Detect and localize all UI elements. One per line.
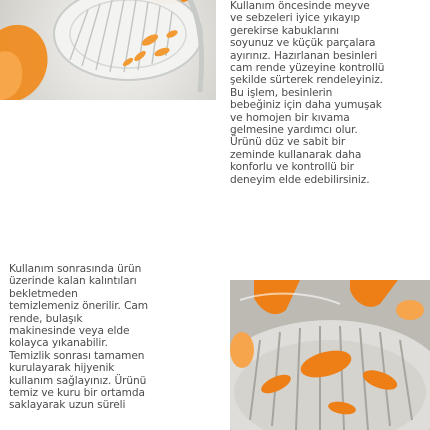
glass-grater-illustration-bottom (230, 280, 430, 430)
cleaning-instructions: Kullanım sonrasında ürün üzerinde kalan kalıntıları bekletmeden temizlemeniz önerilir. Cam rende, bulaşık makinesinde veya elde kolayca yıkanabilir. Temizlik sonrası tamamen kurulayarak hijyenik kullanım sağlayınız. Ürünü temiz ve kuru bir ortamda saklayarak uzun süreli (9, 263, 149, 412)
glass-grater-photo-bottom (230, 280, 430, 430)
glass-grater-photo-top (0, 0, 216, 100)
glass-grater-illustration-top (0, 0, 216, 100)
preparation-instructions: Kullanım öncesinde meyve ve sebzeleri iyice yıkayıp gerekirse kabuklarını soyunuz ve küçük parçalara ayırınız. Hazırlanan besinleri cam rende yüzeyine kontrollü şekilde sürterek rendeleyiniz. Bu işlem, besinlerin bebeğiniz için daha yumuşak ve homojen bir kıvama gelmesine yardımcı olur. Ürünü düz ve sabit bir zeminde kullanarak daha konforlu ve kontrollü bir deneyim elde edebilirsiniz. (230, 0, 385, 186)
